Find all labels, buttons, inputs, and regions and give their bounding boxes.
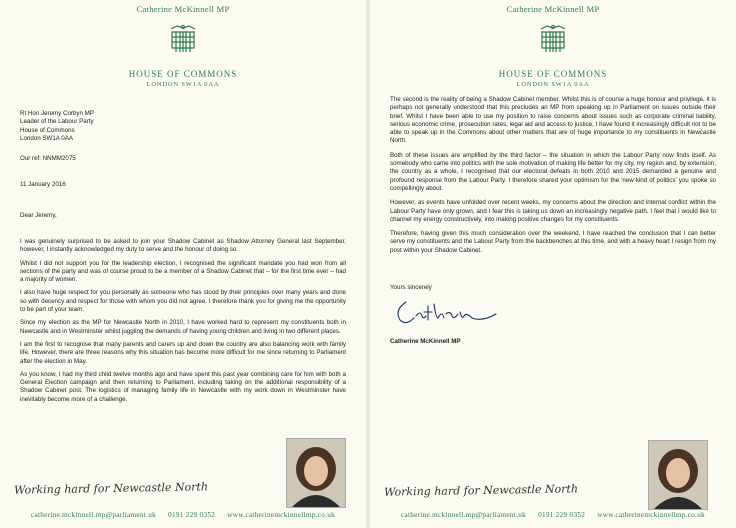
our-reference: Our ref: NNMM2075 (20, 155, 76, 162)
body-text-page-1 (20, 238, 346, 404)
portcullis-icon (539, 24, 567, 56)
footer-contact (370, 511, 736, 519)
letterhead-address: LONDON SW1A 0AA (146, 81, 220, 88)
letterhead-mp-name: Catherine McKinnell MP (506, 4, 600, 14)
letterhead-house: HOUSE OF COMMONS (498, 69, 608, 79)
salutation: Dear Jeremy, (20, 212, 57, 219)
mp-portrait-photo (286, 438, 346, 508)
body-paragraph: However, as events have unfolded over recent weeks, my concerns about the direction and internal conflict within the Labour Party have only grown, and I fear this is taking us down an increasingly negative path. I feel that I would like to channel my energy constructively, into making positive changes for my constituents. (390, 199, 716, 223)
body-text-page-2 (390, 96, 716, 255)
letterhead-mp-name: Catherine McKinnell MP (136, 4, 230, 14)
body-paragraph: I was genuinely surprised to be asked to join your Shadow Cabinet as Shadow Attorney General last September, however, I instantly acknowledged my duty to serve and the honour of doing so. (20, 238, 346, 254)
recipient-address (20, 110, 346, 143)
footer-contact (0, 511, 366, 519)
body-paragraph: Therefore, having given this much consideration over the weekend, I have reached the conclusion that I can better serve my constituents and the Labour Party from the backbenches at this time, and with a heavy heart I resign from my post within your Shadow Cabinet. (390, 230, 716, 254)
footer-website-link[interactable]: www.catherinemckinnellmp.co.uk (227, 511, 335, 519)
footer-email-link[interactable]: catherine.mckinnell.mp@parliament.uk (401, 511, 526, 519)
recipient-line: London SW1A 0AA (20, 134, 73, 142)
recipient-line: House of Commons (20, 126, 75, 134)
body-paragraph: I am the first to recognise that many parents and carers up and down the country are also balancing work with family life. However, there are three reasons why this situation has become more difficult for me since returning to Parliament after the election in May. (20, 340, 346, 365)
letter-page-2 (370, 0, 736, 528)
footer-phone: 0191 229 0352 (168, 511, 216, 519)
body-paragraph: Both of these issues are amplified by the third factor – the situation in which the Labour Party now finds itself. As somebody who came into politics with the sole motivation of making life better for my city, my region and, by extension, the country as a whole, I recognised that our electoral defeats in both 2010 and 2015 demanded a genuine and profound response from the Labour Party. I therefore shared your optimism for the 'new kind of politics' you spoke so compellingly about. (390, 151, 716, 192)
body-paragraph: The second is the reality of being a Shadow Cabinet member. Whilst this is of course a huge honour and privilege, it is perhaps not generally understood that this precludes an MP from speaking up in Parliament on issues outside their brief. Whilst I have been able to use my position to raise concerns about issues such as corporate criminal liability, serious economic crime, prosecution rates, legal aid and access to justice, I have found it increasingly difficult not to be able to speak up in the Commons about other matters that are of huge importance to my constituents in Newcastle North. (390, 96, 716, 145)
letterhead-address: LONDON SW1A 0AA (516, 81, 590, 88)
footer-slogan: Working hard for Newcastle North (13, 480, 209, 497)
body-paragraph: As you know, I had my third child twelve months ago and have spent this past year combining care for him with both a General Election campaign and then returning to Parliament, including taking on the additional responsibility of a Shadow Cabinet post. The logistics of managing family life in Newcastle with my work down in Westminster have inevitably become more of a challenge. (20, 370, 346, 403)
letter-date: 11 January 2016 (20, 181, 66, 188)
handwritten-signature (392, 292, 502, 332)
recipient-line: Rt Hon Jeremy Corbyn MP (20, 110, 94, 117)
mp-portrait-photo (648, 440, 708, 510)
recipient-line: Leader of the Labour Party (20, 118, 94, 126)
body-paragraph: Since my election as the MP for Newcastle North in 2010, I have worked hard to represent my constituents both in Newcastle and in Westminster whilst juggling the demands of having young children and living in two different places. (20, 319, 346, 335)
signature-name: Catherine McKinnell MP (390, 338, 461, 345)
footer-slogan: Working hard for Newcastle North (383, 482, 579, 499)
body-paragraph: I also have huge respect for you personally as someone who has stood by their principles over many years and done so with decency and respect for those with whom you did not agree. I therefore thank you for giving me the opportunity to be part of your team. (20, 289, 346, 314)
portcullis-icon (169, 24, 197, 56)
letterhead-house: HOUSE OF COMMONS (128, 69, 238, 79)
footer-email-link[interactable]: catherine.mckinnell.mp@parliament.uk (31, 511, 156, 519)
footer-phone: 0191 229 0352 (538, 511, 586, 519)
footer-website-link[interactable]: www.catherinemckinnellmp.co.uk (597, 511, 705, 519)
body-paragraph: Whilst I did not support you for the leadership election, I recognised the significant mandate you had won from all sections of the party and was of course proud to be a member of a Shadow Cabinet that – for the first time ever – had a majority of women. (20, 259, 346, 284)
closing-text: Yours sincerely (390, 284, 432, 291)
letter-page-1 (0, 0, 366, 528)
